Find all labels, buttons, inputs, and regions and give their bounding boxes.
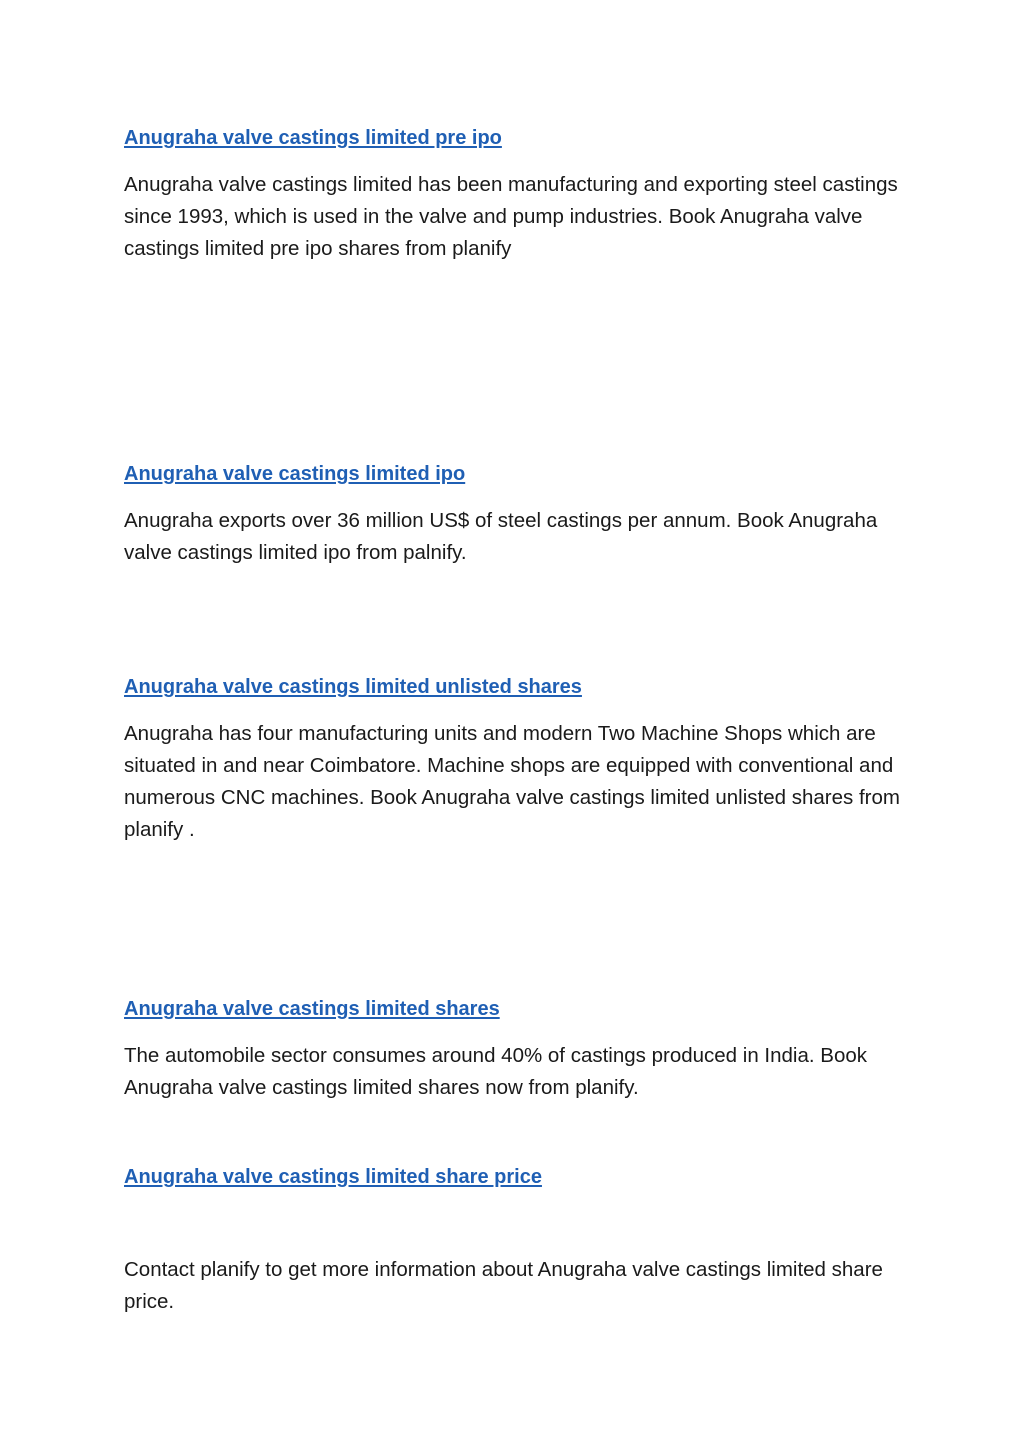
link-share-price[interactable]: Anugraha valve castings limited share price — [124, 1166, 542, 1188]
link-shares[interactable]: Anugraha valve castings limited shares — [124, 998, 500, 1020]
paragraph-pre-ipo: Anugraha valve castings limited has been manufacturing and exporting steel castings since 1993, which is used in the valve and pump industries. Book Anugraha valve castings limited pre ipo shares from planify — [124, 173, 898, 260]
link-unlisted-shares[interactable]: Anugraha valve castings limited unlisted shares — [124, 676, 582, 698]
paragraph-unlisted-shares: Anugraha has four manufacturing units and modern Two Machine Shops which are situated in and near Coimbatore. Machine shops are equipped with conventional and numerous CNC machines. Book Anugraha valve castings limited unlisted shares from planify . — [124, 722, 900, 841]
paragraph-ipo: Anugraha exports over 36 million US$ of steel castings per annum. Book Anugraha valve castings limited ipo from palnify. — [124, 509, 878, 564]
paragraph-share-price: Contact planify to get more information about Anugraha valve castings limited share price. — [124, 1258, 883, 1313]
link-pre-ipo[interactable]: Anugraha valve castings limited pre ipo — [124, 127, 502, 149]
paragraph-shares: The automobile sector consumes around 40% of castings produced in India. Book Anugraha valve castings limited shares now from planify. — [124, 1044, 867, 1099]
link-ipo[interactable]: Anugraha valve castings limited ipo — [124, 463, 466, 485]
